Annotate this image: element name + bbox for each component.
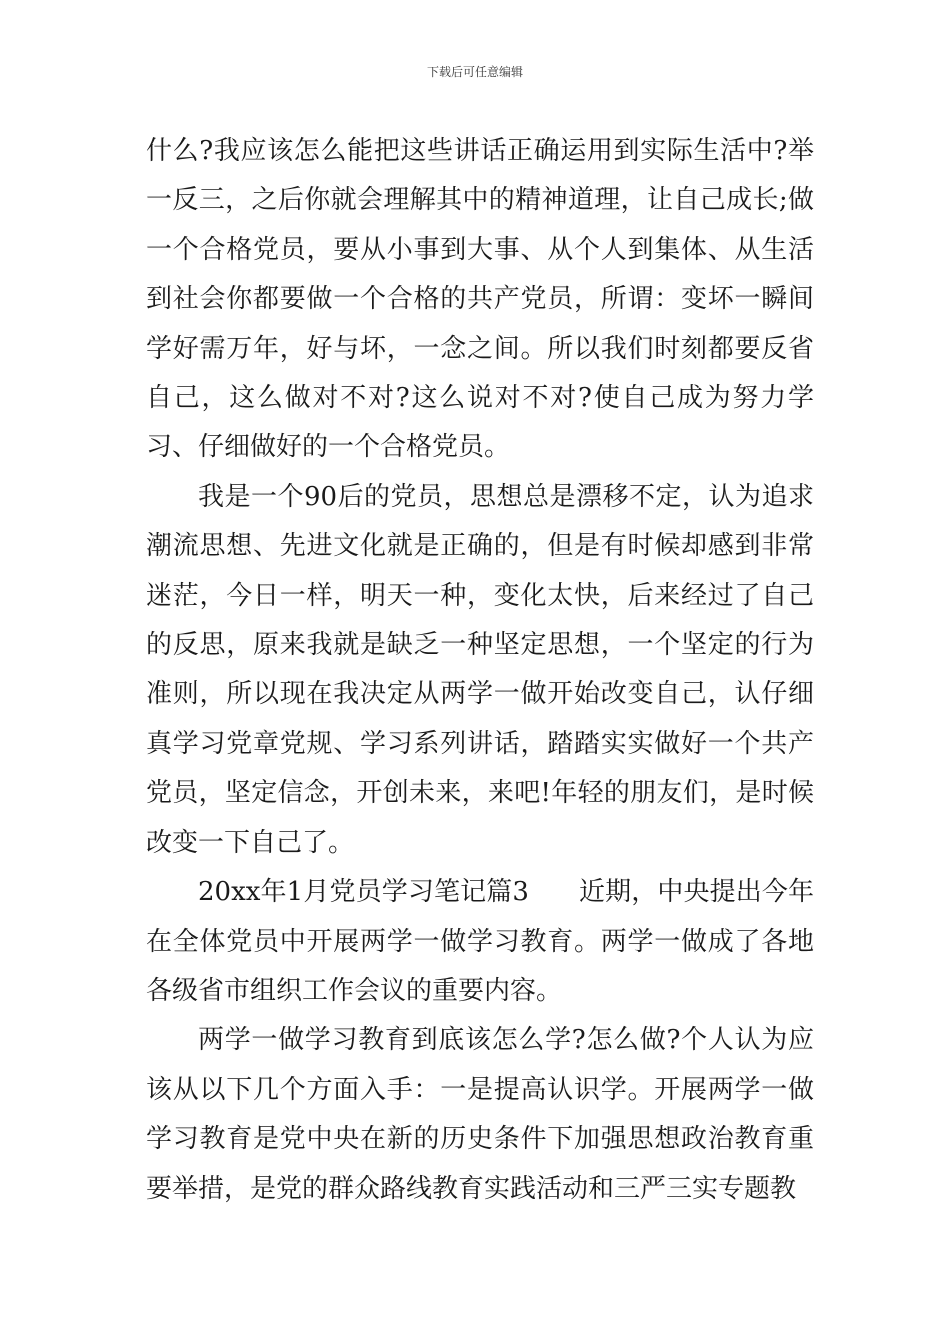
paragraph-4: 两学一做学习教育到底该怎么学?怎么做?个人认为应该从以下几个方面入手：一是提高认识学。开展两学一做学习教育是党中央在新的历史条件下加强思想政治教育重要举措，是党的群众路线教育实践活动和三严三实专题教: [146, 1025, 814, 1204]
section-text: 近期，中央提出今年在全体党员中开展两学一做学习教育。两学一做成了各地各级省市组织工作会议的重要内容。: [146, 877, 814, 1006]
paragraph-1: 什么?我应该怎么能把这些讲话正确运用到实际生活中?举一反三，之后你就会理解其中的精神道理，让自己成长;做一个合格党员，要从小事到大事、从个人到集体、从生活到社会你都要做一个合格的共产党员，所谓：变坏一瞬间学好需万年，好与坏，一念之间。所以我们时刻都要反省自己，这么做对不对?这么说对不对?使自己成为努力学习、仔细做好的一个合格党员。: [146, 136, 814, 463]
document-body: [146, 127, 814, 1214]
paragraph-section: [146, 868, 814, 1016]
section-title: 20xx年1月党员学习笔记篇3: [198, 877, 529, 908]
paragraph-2: 我是一个90后的党员，思想总是漂移不定，认为追求潮流思想、先进文化就是正确的，但是有时候却感到非常迷茫，今日一样，明天一种，变化太快，后来经过了自己的反思，原来我就是缺乏一种坚定思想，一个坚定的行为准则，所以现在我决定从两学一做开始改变自己，认仔细真学习党章党规、学习系列讲话，踏踏实实做好一个共产党员，坚定信念，开创未来，来吧!年轻的朋友们，是时候改变一下自己了。: [146, 481, 814, 858]
page-header: 下载后可任意编辑: [426, 65, 523, 79]
